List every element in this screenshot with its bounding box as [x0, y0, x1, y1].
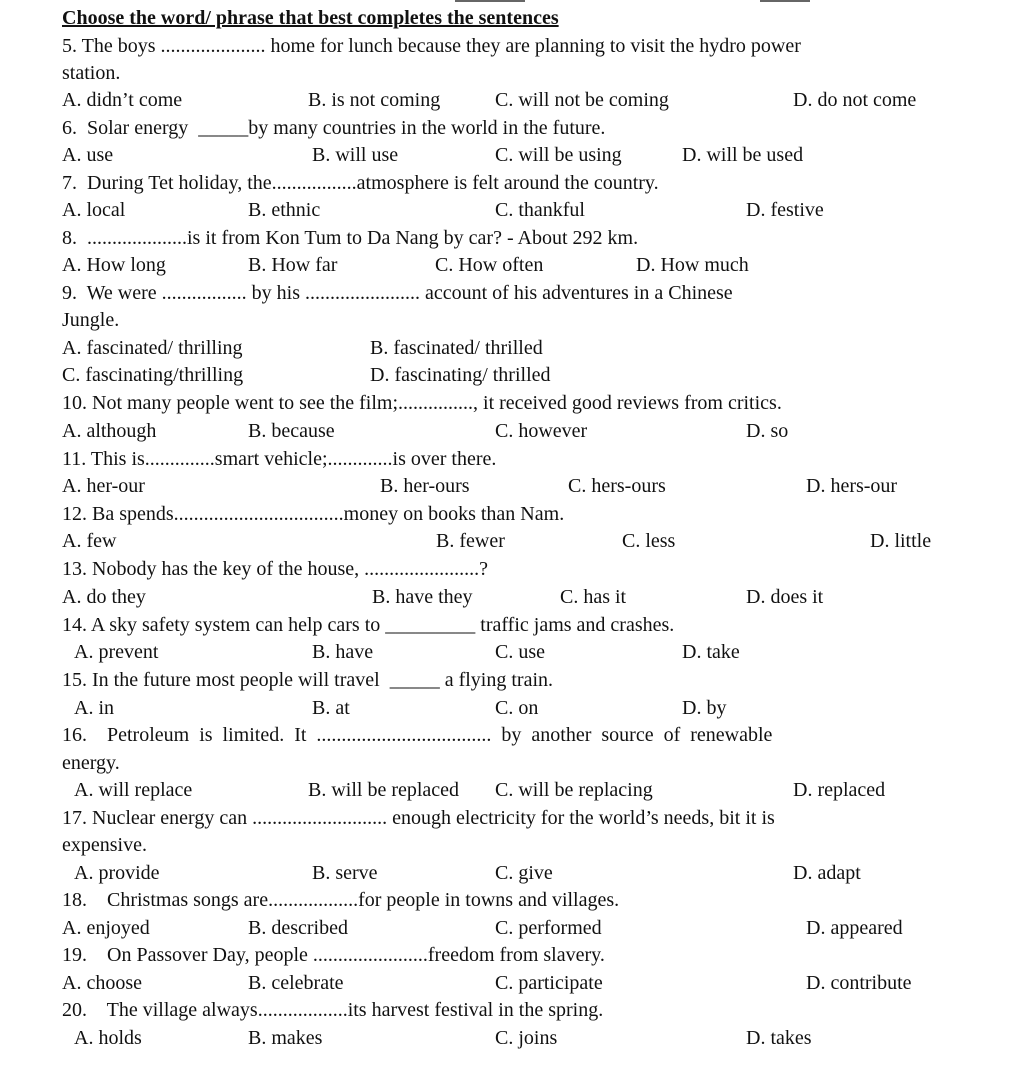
question-7: 7. During Tet holiday, the.................atmosphere is felt around the country.	[62, 172, 659, 194]
option-a[interactable]: A. in	[74, 697, 114, 719]
question-19: 19. On Passover Day, people .......................freedom from slavery.	[62, 944, 605, 966]
option-b[interactable]: B. celebrate	[248, 972, 344, 994]
option-c[interactable]: C. will be using	[495, 144, 622, 166]
option-c[interactable]: C. give	[495, 862, 553, 884]
question-9: 9. We were ................. by his ....................... account of his adventures in a Chinese	[62, 282, 733, 304]
option-b[interactable]: B. her-ours	[380, 475, 470, 497]
question-5: 5. The boys ..................... home for lunch because they are planning to visit the hydro power	[62, 35, 801, 57]
question-14: 14. A sky safety system can help cars to _________ traffic jams and crashes.	[62, 614, 675, 636]
question-15: 15. In the future most people will travel _____ a flying train.	[62, 669, 553, 691]
question-11: 11. This is..............smart vehicle;.............is over there.	[62, 448, 497, 470]
option-b[interactable]: B. makes	[248, 1027, 323, 1049]
option-c[interactable]: C. however	[495, 420, 588, 442]
option-b[interactable]: B. serve	[312, 862, 378, 884]
option-c[interactable]: C. participate	[495, 972, 603, 994]
option-d[interactable]: D. fascinating/ thrilled	[370, 364, 551, 386]
option-a[interactable]: A. do they	[62, 586, 146, 608]
option-b[interactable]: B. at	[312, 697, 350, 719]
option-d[interactable]: D. hers-our	[806, 475, 898, 497]
option-d[interactable]: D. takes	[746, 1027, 812, 1049]
option-d[interactable]: D. appeared	[806, 917, 903, 939]
option-d[interactable]: D. take	[682, 641, 740, 663]
option-a[interactable]: A. will replace	[74, 779, 193, 801]
option-a[interactable]: A. few	[62, 530, 117, 552]
question-17: 17. Nuclear energy can ........................... enough electricity for the world’s needs, bit it is	[62, 807, 775, 829]
option-b[interactable]: B. ethnic	[248, 199, 321, 221]
option-a[interactable]: A. prevent	[74, 641, 159, 663]
question-6: 6. Solar energy _____by many countries in the world in the future.	[62, 117, 606, 139]
option-c[interactable]: C. performed	[495, 917, 602, 939]
option-b[interactable]: B. described	[248, 917, 348, 939]
question-9-cont: Jungle.	[62, 309, 120, 331]
option-a[interactable]: A. enjoyed	[62, 917, 150, 939]
option-b[interactable]: B. How far	[248, 254, 338, 276]
option-c[interactable]: C. use	[495, 641, 545, 663]
option-c[interactable]: C. hers-ours	[568, 475, 666, 497]
option-a[interactable]: A. provide	[74, 862, 160, 884]
option-d[interactable]: D. festive	[746, 199, 824, 221]
option-a[interactable]: A. local	[62, 199, 126, 221]
question-16: 16. Petroleum is limited. It ................................... by another source of renewable	[62, 724, 773, 746]
question-17-cont: expensive.	[62, 834, 147, 856]
top-edge-mark	[760, 0, 810, 2]
question-12: 12. Ba spends..................................money on books than Nam.	[62, 503, 565, 525]
question-18: 18. Christmas songs are..................for people in towns and villages.	[62, 889, 620, 911]
option-c[interactable]: C. joins	[495, 1027, 558, 1049]
question-8: 8. ....................is it from Kon Tum to Da Nang by car? - About 292 km.	[62, 227, 639, 249]
option-a[interactable]: A. although	[62, 420, 157, 442]
top-edge-mark	[455, 0, 525, 2]
option-b[interactable]: B. have	[312, 641, 374, 663]
exercise-title: Choose the word/ phrase that best completes the sentences	[62, 7, 559, 29]
option-a[interactable]: A. How long	[62, 254, 166, 276]
option-c[interactable]: C. will be replacing	[495, 779, 653, 801]
option-a[interactable]: A. use	[62, 144, 114, 166]
option-a[interactable]: A. holds	[74, 1027, 142, 1049]
option-d[interactable]: D. little	[870, 530, 932, 552]
option-a[interactable]: A. didn’t come	[62, 89, 183, 111]
option-c[interactable]: C. less	[622, 530, 676, 552]
option-b[interactable]: B. fascinated/ thrilled	[370, 337, 543, 359]
option-a[interactable]: A. choose	[62, 972, 142, 994]
option-b[interactable]: B. will be replaced	[308, 779, 460, 801]
option-c[interactable]: C. How often	[435, 254, 544, 276]
option-c[interactable]: C. thankful	[495, 199, 585, 221]
option-d[interactable]: D. by	[682, 697, 727, 719]
option-c[interactable]: C. will not be coming	[495, 89, 669, 111]
option-b[interactable]: B. have they	[372, 586, 473, 608]
option-c[interactable]: C. has it	[560, 586, 627, 608]
option-d[interactable]: D. How much	[636, 254, 749, 276]
option-d[interactable]: D. adapt	[793, 862, 861, 884]
option-a[interactable]: A. fascinated/ thrilling	[62, 337, 243, 359]
option-d[interactable]: D. contribute	[806, 972, 912, 994]
question-13: 13. Nobody has the key of the house, .......................?	[62, 558, 489, 580]
option-b[interactable]: B. will use	[312, 144, 399, 166]
option-d[interactable]: D. will be used	[682, 144, 804, 166]
question-16-cont: energy.	[62, 752, 120, 774]
question-5-cont: station.	[62, 62, 121, 84]
question-10: 10. Not many people went to see the film;..............., it received good reviews from critics.	[62, 392, 782, 414]
option-d[interactable]: D. does it	[746, 586, 824, 608]
option-a[interactable]: A. her-our	[62, 475, 145, 497]
question-20: 20. The village always..................its harvest festival in the spring.	[62, 999, 604, 1021]
option-d[interactable]: D. replaced	[793, 779, 886, 801]
option-b[interactable]: B. is not coming	[308, 89, 441, 111]
option-c[interactable]: C. on	[495, 697, 539, 719]
option-b[interactable]: B. because	[248, 420, 335, 442]
option-c[interactable]: C. fascinating/thrilling	[62, 364, 244, 386]
option-b[interactable]: B. fewer	[436, 530, 505, 552]
option-d[interactable]: D. do not come	[793, 89, 917, 111]
option-d[interactable]: D. so	[746, 420, 789, 442]
